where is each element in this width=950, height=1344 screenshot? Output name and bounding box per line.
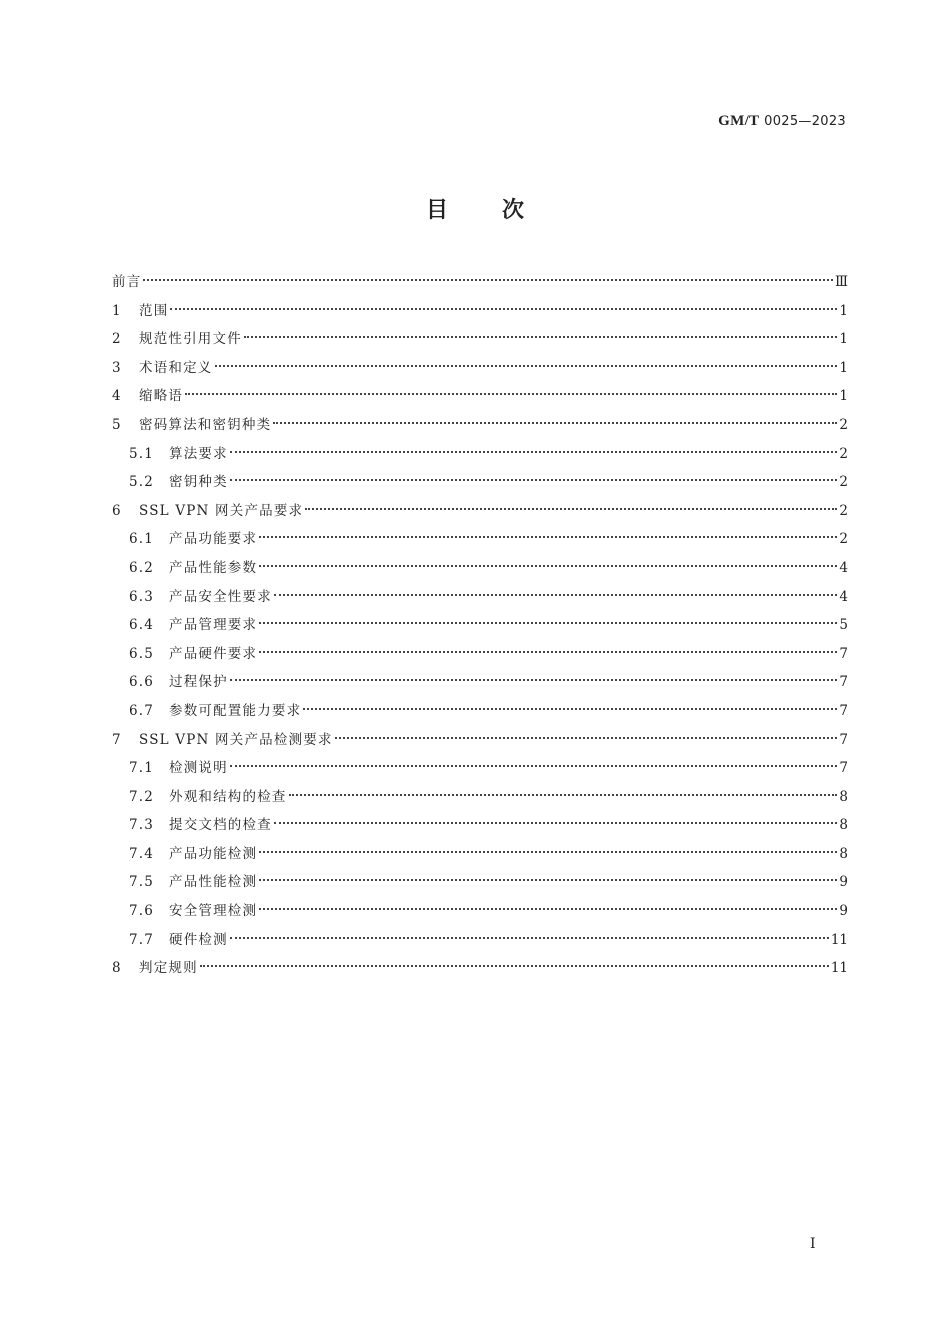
toc-entry[interactable]	[112, 354, 848, 383]
toc-entry[interactable]	[112, 868, 848, 897]
toc-entry-page: 7	[839, 760, 848, 777]
toc-leader-dots	[185, 393, 837, 395]
toc-entry-title: 产品性能检测	[169, 874, 258, 891]
toc-leader-dots	[200, 965, 829, 967]
standard-prefix: GM/T	[718, 113, 760, 129]
toc-entry-page: 7	[839, 702, 848, 719]
toc-entry-number: 6.7	[129, 702, 155, 719]
toc-entry-title: 规范性引用文件	[139, 331, 242, 348]
toc-entry-page: 8	[839, 817, 848, 834]
toc-entry-title: 提交文档的检查	[169, 817, 272, 834]
toc-leader-dots	[259, 651, 837, 653]
toc-leader-dots	[259, 622, 837, 624]
toc-entry-number: 6.6	[129, 674, 155, 691]
toc-leader-dots	[273, 422, 837, 424]
toc-entry-page: 4	[839, 559, 848, 576]
toc-entry-number: 5	[112, 416, 122, 433]
toc-entry-number: 6.5	[129, 645, 155, 662]
toc-entry-number: 3	[112, 359, 122, 376]
toc-entry-page: 2	[839, 531, 848, 548]
toc-leader-dots	[230, 765, 838, 767]
toc-entry-title: 产品性能参数	[169, 559, 258, 576]
toc-entry-title: 算法要求	[169, 445, 228, 462]
toc-entry[interactable]	[112, 697, 848, 726]
toc-leader-dots	[274, 594, 838, 596]
toc-leader-dots	[259, 536, 837, 538]
toc-entry-page: 2	[839, 445, 848, 462]
toc-entry[interactable]	[112, 640, 848, 669]
toc-entry-page: 7	[839, 645, 848, 662]
toc-entry[interactable]	[112, 783, 848, 812]
toc-entry-title: SSL VPN 网关产品要求	[139, 502, 304, 519]
toc-entry-title: 硬件检测	[169, 931, 228, 948]
toc-entry-page: 9	[839, 874, 848, 891]
toc-leader-dots	[230, 937, 829, 939]
toc-entry[interactable]	[112, 468, 848, 497]
toc-entry[interactable]	[112, 382, 848, 411]
toc-entry-title: 检测说明	[169, 760, 228, 777]
toc-entry-number: 7.5	[129, 874, 155, 891]
toc-entry-title: 密钥种类	[169, 474, 228, 491]
toc-entry-number: 6.2	[129, 559, 155, 576]
toc-entry-number: 7.6	[129, 903, 155, 920]
toc-entry-page: 4	[839, 588, 848, 605]
toc-entry-page: 11	[830, 960, 848, 977]
toc-entry-title: 安全管理检测	[169, 903, 258, 920]
toc-entry-page: 1	[839, 359, 848, 376]
toc-leader-dots	[259, 879, 837, 881]
toc-entry-page: 5	[839, 617, 848, 634]
toc-entry[interactable]	[112, 554, 848, 583]
toc-entry-title: 前言	[112, 274, 142, 290]
toc-entry-number: 4	[112, 388, 122, 405]
toc-entry-page: 2	[839, 502, 848, 519]
toc-entry-number: 5.1	[129, 445, 155, 462]
toc-entry-title: 产品功能要求	[169, 531, 258, 548]
toc-leader-dots	[244, 336, 838, 338]
toc-entry-title: 范围	[139, 302, 169, 319]
toc-entry-number: 6.4	[129, 617, 155, 634]
toc-entry-page: 7	[839, 674, 848, 691]
toc-entry-title: 外观和结构的检查	[169, 788, 287, 805]
toc-leader-dots	[335, 737, 838, 739]
toc-leader-dots	[289, 794, 838, 796]
toc-entry[interactable]	[112, 897, 848, 926]
toc-leader-dots	[230, 679, 838, 681]
toc-entry-title: 术语和定义	[139, 359, 213, 376]
toc-entry-title: 密码算法和密钥种类	[139, 416, 272, 433]
toc-entry-page: 11	[830, 931, 848, 948]
toc-leader-dots	[274, 822, 838, 824]
toc-leader-dots	[143, 279, 833, 281]
toc-leader-dots	[303, 708, 837, 710]
toc-entry-page: 8	[839, 845, 848, 862]
toc-entry-title: 参数可配置能力要求	[169, 702, 302, 719]
toc-entry[interactable]	[112, 754, 848, 783]
toc-entry-page: 7	[839, 731, 848, 748]
toc-entry-title: SSL VPN 网关产品检测要求	[139, 731, 333, 748]
toc-entry[interactable]	[112, 440, 848, 469]
toc-leader-dots	[259, 851, 837, 853]
page-number: Ⅰ	[810, 1236, 816, 1252]
toc-entry-number: 2	[112, 331, 122, 348]
toc-entry[interactable]	[112, 954, 848, 983]
standard-code: 0025—2023	[764, 114, 846, 129]
toc-entry-number: 7.2	[129, 788, 155, 805]
toc-entry-number: 6	[112, 502, 122, 519]
toc-entry-page: 8	[839, 788, 848, 805]
toc-entry[interactable]	[112, 583, 848, 612]
toc-entry-title: 过程保护	[169, 674, 228, 691]
toc-entry-page: Ⅲ	[834, 274, 848, 290]
toc-entry-number: 6.1	[129, 531, 155, 548]
toc-entry-page: 1	[839, 331, 848, 348]
toc-entry[interactable]	[112, 811, 848, 840]
toc-entry-number: 7	[112, 731, 122, 748]
toc-entry-title: 产品管理要求	[169, 617, 258, 634]
toc-entry[interactable]	[112, 726, 848, 755]
page-title: 目次	[425, 198, 578, 223]
toc-entry[interactable]	[112, 297, 848, 326]
toc-entry-title: 判定规则	[139, 960, 198, 977]
toc-leader-dots	[259, 565, 837, 567]
standard-number	[718, 113, 846, 130]
toc-entry[interactable]	[112, 668, 848, 697]
toc-entry-page: 2	[839, 474, 848, 491]
toc-leader-dots	[259, 908, 837, 910]
toc-entry-page: 9	[839, 903, 848, 920]
toc-entry-title: 产品硬件要求	[169, 645, 258, 662]
toc-entry-number: 6.3	[129, 588, 155, 605]
toc-entry-title: 缩略语	[139, 388, 184, 405]
toc-leader-dots	[215, 365, 838, 367]
toc-entry-number: 8	[112, 960, 122, 977]
toc-entry-title: 产品安全性要求	[169, 588, 272, 605]
toc-entry-number: 7.3	[129, 817, 155, 834]
toc-entry[interactable]	[112, 325, 848, 354]
toc-entry-page: 1	[839, 302, 848, 319]
toc-entry-number: 5.2	[129, 474, 155, 491]
toc-entry[interactable]	[112, 926, 848, 955]
toc-entry[interactable]	[112, 497, 848, 526]
toc-entry-page: 1	[839, 388, 848, 405]
toc-entry[interactable]	[112, 268, 848, 297]
toc-entry-title: 产品功能检测	[169, 845, 258, 862]
toc-entry[interactable]	[112, 525, 848, 554]
toc-entry-number: 7.1	[129, 760, 155, 777]
table-of-contents	[112, 268, 848, 983]
toc-entry-number: 1	[112, 302, 122, 319]
toc-entry-number: 7.7	[129, 931, 155, 948]
toc-entry[interactable]	[112, 611, 848, 640]
toc-entry[interactable]	[112, 840, 848, 869]
toc-entry-page: 2	[839, 416, 848, 433]
toc-leader-dots	[230, 451, 838, 453]
toc-leader-dots	[305, 508, 837, 510]
toc-entry-number: 7.4	[129, 845, 155, 862]
toc-leader-dots	[170, 308, 837, 310]
toc-leader-dots	[230, 479, 838, 481]
toc-entry[interactable]	[112, 411, 848, 440]
